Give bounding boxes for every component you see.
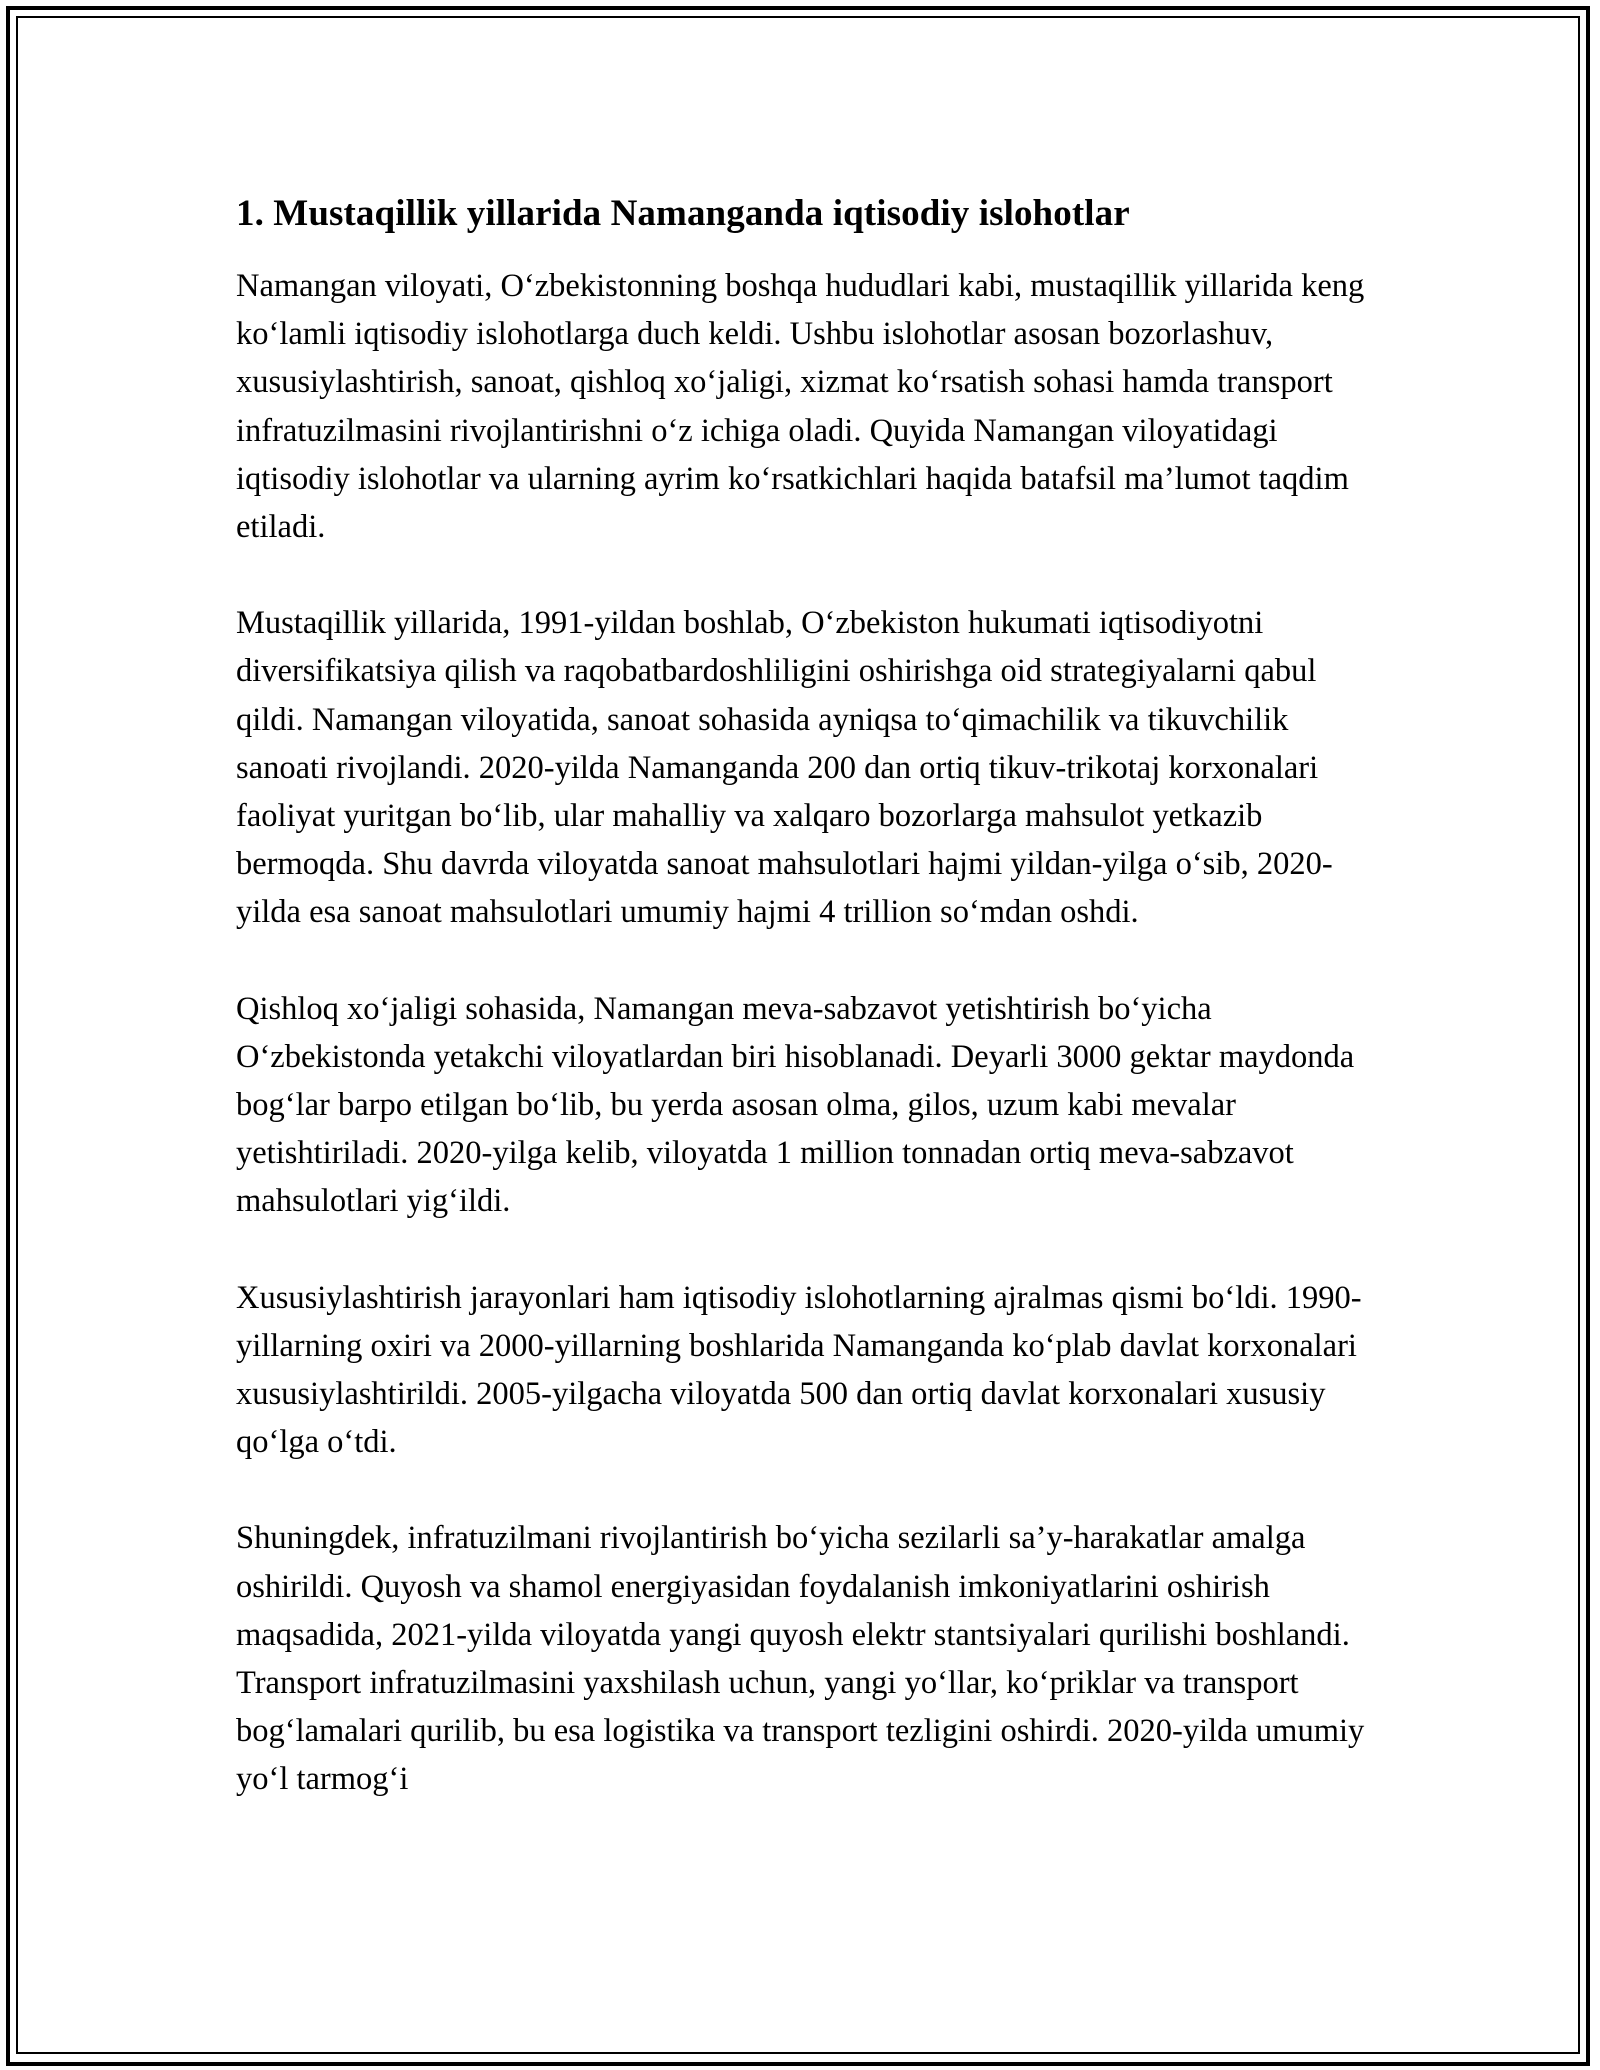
paragraph-privatization: Xususiylashtirish jarayonlari ham iqtisodiy islohotlarning ajralmas qismi bo‘ldi. 1990-yillarning oxiri va 2000-yillarning boshlarida Namanganda ko‘plab davlat korxonalari xususiylashtirildi. 2005-yilgacha viloyatda 500 dan ortiq davlat korxonalari xususiy qo‘lga o‘tdi.: [236, 1279, 1362, 1461]
document-body: [236, 190, 1366, 1804]
paragraph-industry: Mustaqillik yillarida, 1991-yildan boshlab, O‘zbekiston hukumati iqtisodiyotni diversifikatsiya qilish va raqobatbardoshliligini oshirishga oid strategiyalarni qabul qildi. Namangan viloyatida, sanoat sohasida ayniqsa to‘qimachilik va tikuvchilik sanoati rivojlandi. 2020-yilda Namanganda 200 dan ortiq tikuv-trikotaj korxonalari faoliyat yuritgan bo‘lib, ular mahalliy va xalqaro bozorlarga mahsulot yetkazib bermoqda. Shu davrda viloyatda sanoat mahsulotlari hajmi yildan-yilga o‘sib, 2020-yilda esa sanoat mahsulotlari umumiy hajmi 4 trillion so‘mdan oshdi.: [236, 605, 1333, 931]
paragraph-infrastructure: Shuningdek, infratuzilmani rivojlantirish bo‘yicha sezilarli sa’y-harakatlar amalga oshirildi. Quyosh va shamol energiyasidan foydalanish imkoniyatlarini oshirish maqsadida, 2021-yilda viloyatda yangi quyosh elektr stantsiyalari qurilishi boshlandi. Transport infratuzilmasini yaxshilash uchun, yangi yo‘llar, ko‘priklar va transport bog‘lamalari qurilib, bu esa logistika va transport tezligini oshirdi. 2020-yilda umumiy yo‘l tarmog‘i: [236, 1520, 1365, 1798]
paragraph-intro: Namangan viloyati, O‘zbekistonning boshqa hududlari kabi, mustaqillik yillarida keng ko‘lamli iqtisodiy islohotlarga duch keldi. Ushbu islohotlar asosan bozorlashuv, xususiylashtirish, sanoat, qishloq xo‘jaligi, xizmat ko‘rsatish sohasi hamda transport infratuzilmasini rivojlantirishni o‘z ichiga oladi. Quyida Namangan viloyatidagi iqtisodiy islohotlar va ularning ayrim ko‘rsatkichlari haqida batafsil ma’lumot taqdim etiladi.: [236, 268, 1365, 546]
paragraph-agriculture: Qishloq xo‘jaligi sohasida, Namangan meva-sabzavot yetishtirish bo‘yicha O‘zbekistonda yetakchi viloyatlardan biri hisoblanadi. Deyarli 3000 gektar maydonda bog‘lar barpo etilgan bo‘lib, bu yerda asosan olma, gilos, uzum kabi mevalar yetishtiriladi. 2020-yilga kelib, viloyatda 1 million tonnadan ortiq meva-sabzavot mahsulotlari yig‘ildi.: [236, 990, 1355, 1220]
section-heading: 1. Mustaqillik yillarida Namanganda iqtisodiy islohotlar: [236, 193, 1130, 234]
